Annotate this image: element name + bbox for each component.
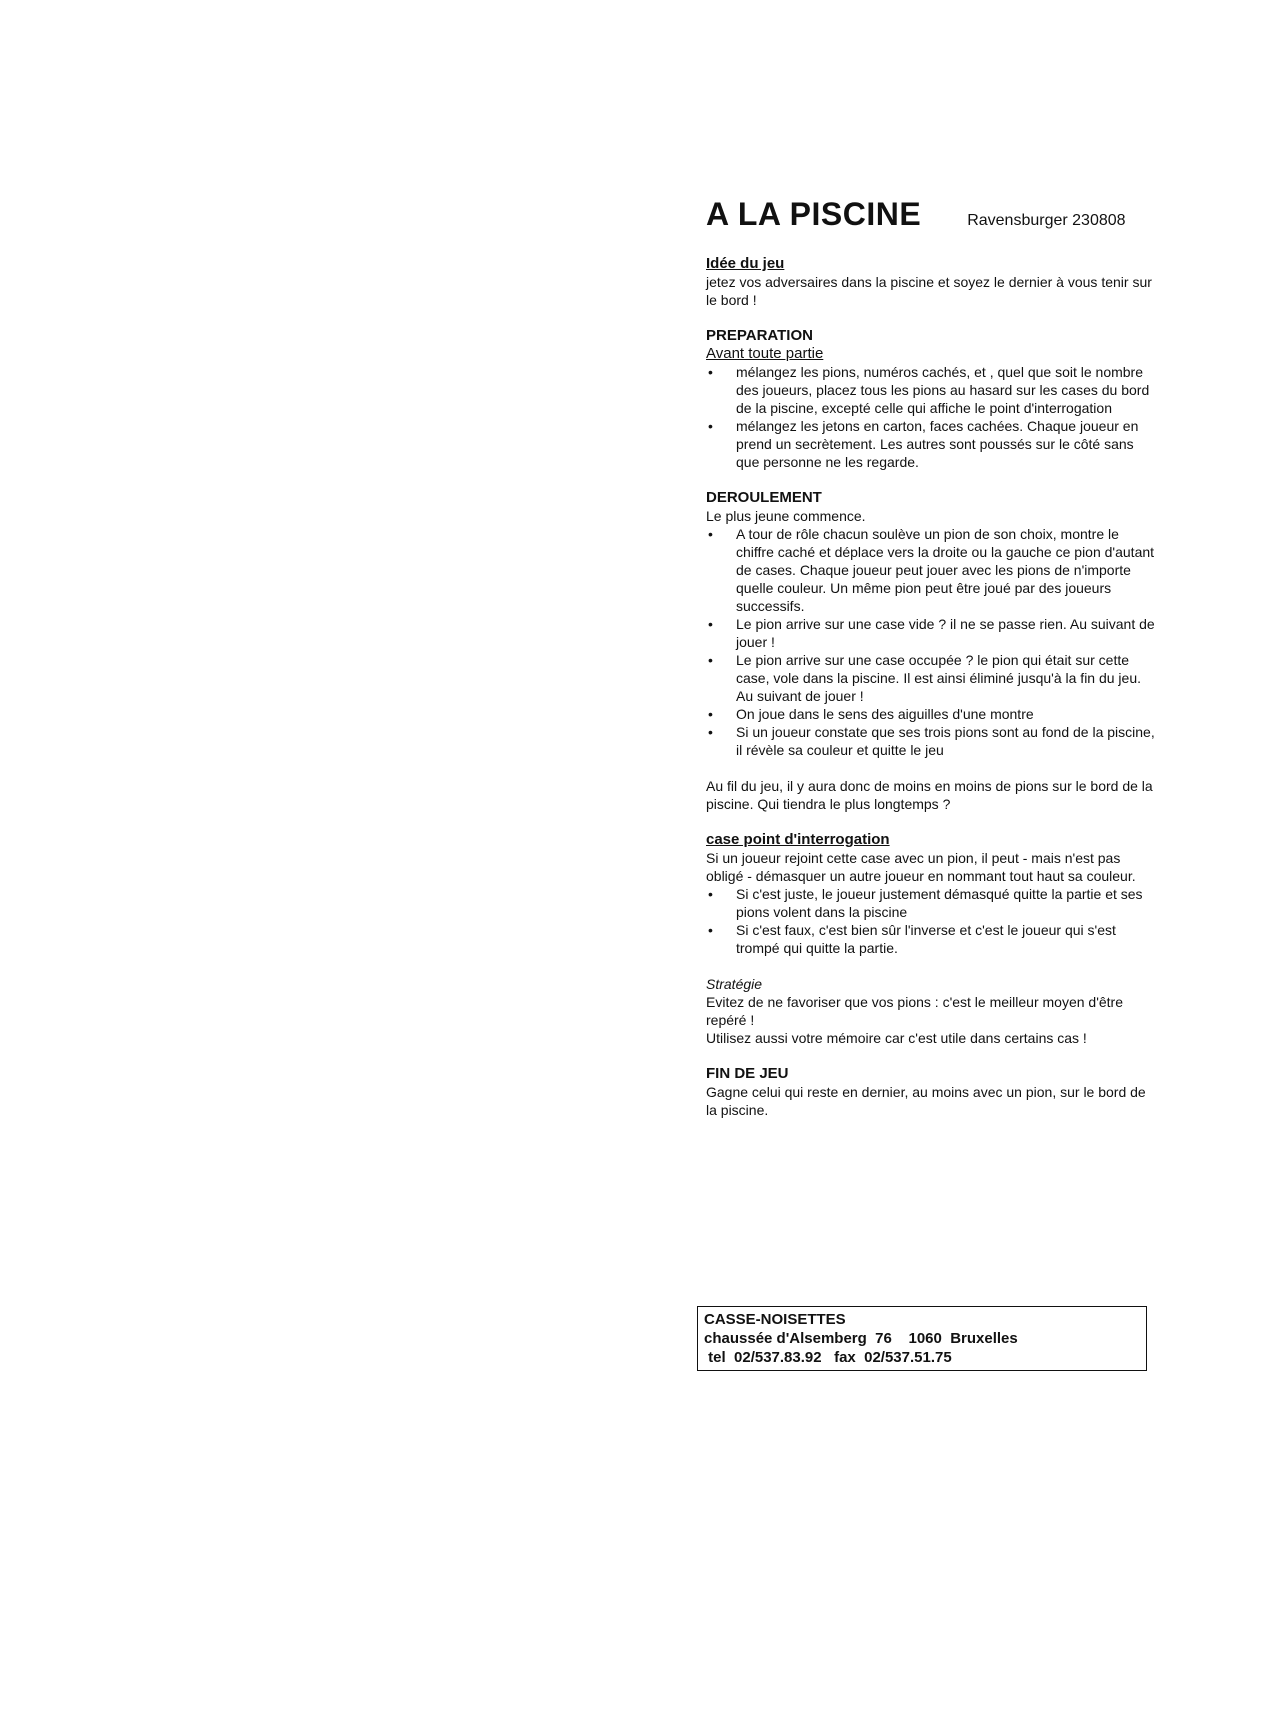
- bullet-icon: •: [708, 724, 713, 740]
- deroulement-intro: Le plus jeune commence.: [706, 508, 866, 524]
- strategie-text-2: Utilisez aussi votre mémoire car c'est utile dans certains cas !: [706, 1030, 1087, 1046]
- section-preparation: [706, 327, 1156, 471]
- section-idee: [706, 255, 1156, 309]
- bullet-icon: •: [708, 526, 713, 542]
- list-item-text: Le pion arrive sur une case vide ? il ne se passe rien. Au suivant de jouer !: [736, 616, 1155, 650]
- bullet-icon: •: [708, 922, 713, 938]
- shop-address: chaussée d'Alsemberg 76 1060 Bruxelles: [704, 1330, 1018, 1347]
- fin-heading: FIN DE JEU: [706, 1065, 789, 1082]
- list-item-text: mélangez les jetons en carton, faces cachées. Chaque joueur en prend un secrètement. Les autres sont poussés sur le côté sans que personne ne les regarde.: [736, 418, 1139, 470]
- list-item: [706, 525, 1156, 615]
- case-point-heading: case point d'interrogation: [706, 831, 890, 848]
- preparation-list: [706, 363, 1156, 471]
- preparation-subheading: Avant toute partie: [706, 345, 824, 362]
- case-point-text: Si un joueur rejoint cette case avec un pion, il peut - mais n'est pas obligé - démasquer un autre joueur en nommant tout haut sa couleur.: [706, 850, 1136, 884]
- list-item-text: On joue dans le sens des aiguilles d'une montre: [736, 706, 1034, 722]
- strategie-heading: Stratégie: [706, 976, 763, 992]
- title-row: [706, 196, 1156, 233]
- shop-name: CASSE-NOISETTES: [704, 1311, 846, 1328]
- list-item: [706, 885, 1156, 921]
- rules-column: [706, 196, 1156, 1137]
- bullet-icon: •: [708, 616, 713, 632]
- list-item-text: A tour de rôle chacun soulève un pion de son choix, montre le chiffre caché et déplace vers la droite ou la gauche ce pion d'autant de cases. Chaque joueur peut jouer avec les pions de n'importe quelle couleur. Un même pion peut être joué par des joueurs successifs.: [736, 526, 1155, 614]
- idee-text: jetez vos adversaires dans la piscine et soyez le dernier à vous tenir sur le bord !: [706, 274, 1152, 308]
- list-item-text: Si c'est juste, le joueur justement démasqué quitte la partie et ses pions volent dans la piscine: [736, 886, 1143, 920]
- deroulement-outro: Au fil du jeu, il y aura donc de moins en moins de pions sur le bord de la piscine. Qui tiendra le plus longtemps ?: [706, 778, 1153, 812]
- list-item-text: mélangez les pions, numéros cachés, et , quel que soit le nombre des joueurs, placez tous les pions au hasard sur les cases du bord de la piscine, excepté celle qui affiche le point d'interrogation: [736, 364, 1150, 416]
- list-item: [706, 921, 1156, 957]
- strategie-text-1: Evitez de ne favoriser que vos pions : c'est le meilleur moyen d'être repéré !: [706, 994, 1123, 1028]
- list-item: [706, 651, 1156, 705]
- case-point-list: [706, 885, 1156, 957]
- deroulement-list: [706, 525, 1156, 759]
- product-reference: Ravensburger 230808: [967, 212, 1126, 229]
- contact-box: [697, 1306, 1147, 1371]
- list-item: [706, 363, 1156, 417]
- list-item: [706, 615, 1156, 651]
- section-strategie: [706, 975, 1156, 1047]
- list-item: [706, 417, 1156, 471]
- shop-phone: tel 02/537.83.92 fax 02/537.51.75: [704, 1349, 952, 1366]
- section-deroulement: [706, 489, 1156, 813]
- page-title: A LA PISCINE: [706, 196, 922, 232]
- section-case-point: [706, 831, 1156, 957]
- list-item-text: Le pion arrive sur une case occupée ? le pion qui était sur cette case, vole dans la piscine. Il est ainsi éliminé jusqu'à la fin du jeu. Au suivant de jouer !: [736, 652, 1142, 704]
- bullet-icon: •: [708, 418, 713, 434]
- fin-text: Gagne celui qui reste en dernier, au moins avec un pion, sur le bord de la piscine.: [706, 1084, 1146, 1118]
- bullet-icon: •: [708, 886, 713, 902]
- bullet-icon: •: [708, 364, 713, 380]
- list-item-text: Si un joueur constate que ses trois pions sont au fond de la piscine, il révèle sa couleur et quitte le jeu: [736, 724, 1155, 758]
- list-item: [706, 723, 1156, 759]
- idee-heading: Idée du jeu: [706, 255, 785, 272]
- section-fin: [706, 1065, 1156, 1119]
- deroulement-heading: DEROULEMENT: [706, 489, 822, 506]
- preparation-heading: PREPARATION: [706, 327, 813, 344]
- list-item: [706, 705, 1156, 723]
- list-item-text: Si c'est faux, c'est bien sûr l'inverse et c'est le joueur qui s'est trompé qui quitte la partie.: [736, 922, 1116, 956]
- bullet-icon: •: [708, 652, 713, 668]
- bullet-icon: •: [708, 706, 713, 722]
